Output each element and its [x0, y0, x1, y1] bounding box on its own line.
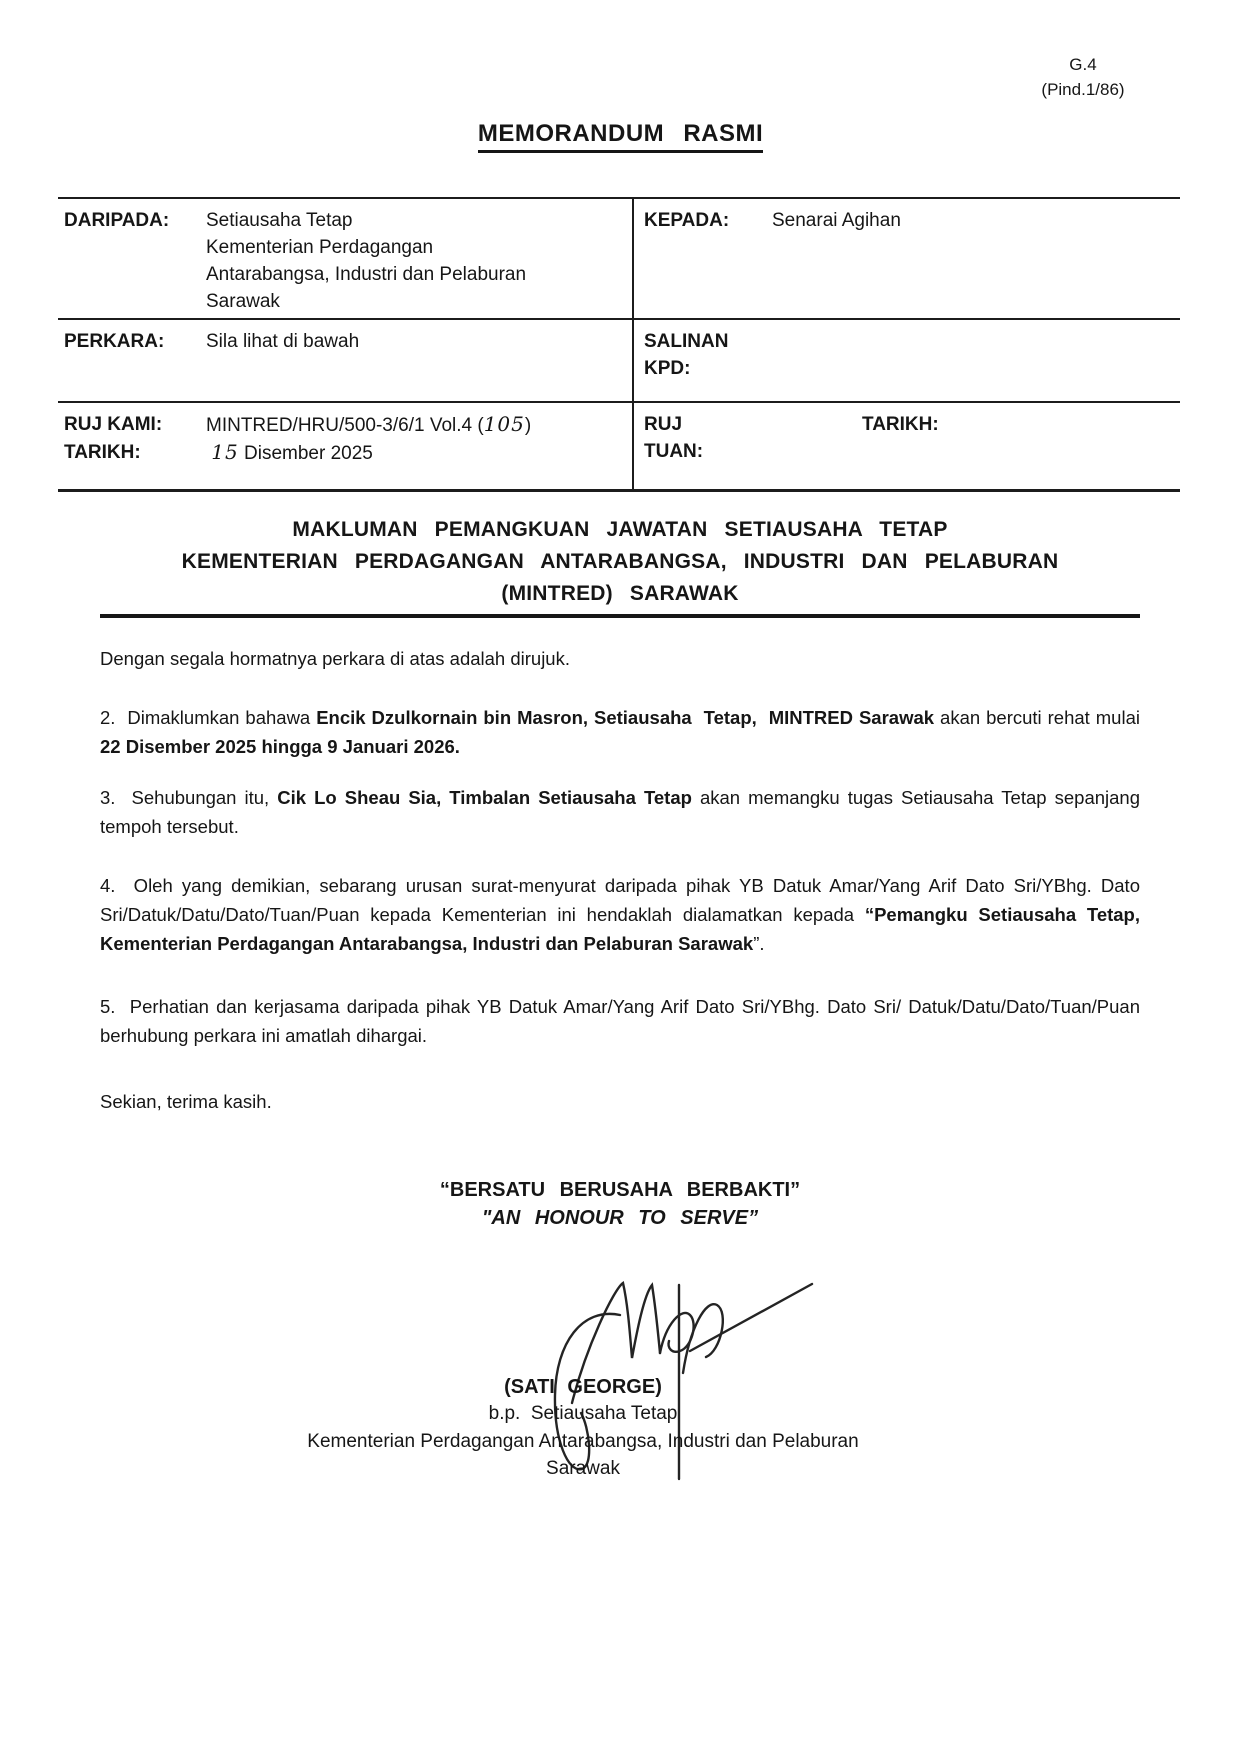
ruj-kami-cell [58, 403, 632, 489]
motto-line-1: “BERSATU BERUSAHA BERBAKTI” [439, 1179, 801, 1201]
form-code-block [1018, 52, 1148, 102]
daripada-value: Setiausaha Tetap Kementerian Perdagangan Antarabangsa, Industri dan Pelaburan Sarawak [206, 210, 527, 312]
paragraph-1: Dengan segala hormatnya perkara di atas adalah dirujuk. [100, 648, 570, 669]
tarikh-kami-value: 15 Disember 2025 [211, 440, 373, 464]
ruj-tuan-cell [632, 403, 1180, 489]
perkara-value: Sila lihat di bawah [206, 331, 360, 352]
title-wrap [0, 120, 1241, 153]
document-title: MEMORANDUM RASMI [478, 120, 763, 153]
kepada-cell [632, 199, 1180, 320]
tarikh-kami-label: TARIKH: [64, 442, 141, 463]
closing-line: Sekian, terima kasih. [100, 1091, 272, 1112]
paragraph-2: 2. Dimaklumkan bahawa Encik Dzulkornain bin Masron, Setiausaha Tetap, MINTRED Sarawak akan bercuti rehat mulai 22 Disember 2025 hingga 9 Januari 2026. [100, 707, 1140, 757]
ruj-kami-value: MINTRED/HRU/500-3/6/1 Vol.4 (105) [206, 412, 532, 436]
signatory-name: (SATI GEORGE) [504, 1376, 662, 1398]
letter-body [100, 514, 1140, 1232]
salinan-label: SALINAN KPD: [644, 331, 729, 379]
tarikh-tuan-label: TARIKH: [862, 414, 939, 435]
paragraph-5: 5. Perhatian dan kerjasama daripada pihak YB Datuk Amar/Yang Arif Dato Sri/YBhg. Dato Sri/ Datuk/Datu/Dato/Tuan/Puan berhubung perkara ini amatlah dihargai. [100, 996, 1140, 1046]
kepada-value: Senarai Agihan [772, 210, 901, 231]
signatory-state: Sarawak [546, 1458, 620, 1479]
signatory-ministry: Kementerian Perdagangan Antarabangsa, Industri dan Pelaburan [307, 1430, 859, 1452]
ruj-tuan-label: RUJ TUAN: [644, 414, 704, 462]
perkara-label: PERKARA: [64, 331, 165, 352]
form-code: G.4 [1069, 55, 1097, 74]
handwritten-ref-number: 105 [483, 412, 525, 436]
form-revision: (Pind.1/86) [1041, 80, 1125, 99]
perkara-cell [58, 320, 632, 403]
subject-heading: MAKLUMAN PEMANGKUAN JAWATAN SETIAUSAHA TETAP KEMENTERIAN PERDAGANGAN ANTARABANGSA, INDUSTRI DAN PELABURAN (MINTRED) SARAWAK [181, 518, 1059, 605]
paragraph-3: 3. Sehubungan itu, Cik Lo Sheau Sia, Timbalan Setiausaha Tetap akan memangku tugas Setiausaha Tetap sepanjang tempoh tersebut. [100, 787, 1140, 837]
handwritten-day: 15 [211, 440, 239, 464]
daripada-label: DARIPADA: [64, 210, 170, 231]
kepada-label: KEPADA: [644, 210, 730, 231]
paragraph-4: 4. Oleh yang demikian, sebarang urusan surat-menyurat daripada pihak YB Datuk Amar/Yang Arif Dato Sri/YBhg. Dato Sri/Datuk/Datu/Dato/Tuan/Puan kepada Kementerian ini hendaklah dialamatkan kepada “Pemangku Setiausaha Tetap, Kementerian Perdagangan Antarabangsa, Industri dan Pelaburan Sarawak”. [100, 875, 1140, 954]
memo-header-table [58, 197, 1180, 492]
motto-block [100, 1176, 1140, 1232]
ruj-kami-label: RUJ KAMI: [64, 414, 163, 435]
salinan-cell [632, 320, 1180, 403]
signatory-block [150, 1374, 1016, 1483]
motto-line-2: "AN HONOUR TO SERVE” [481, 1207, 759, 1229]
daripada-cell [58, 199, 632, 320]
signatory-title: b.p. Setiausaha Tetap [488, 1403, 678, 1424]
subject-underline [100, 614, 1140, 618]
